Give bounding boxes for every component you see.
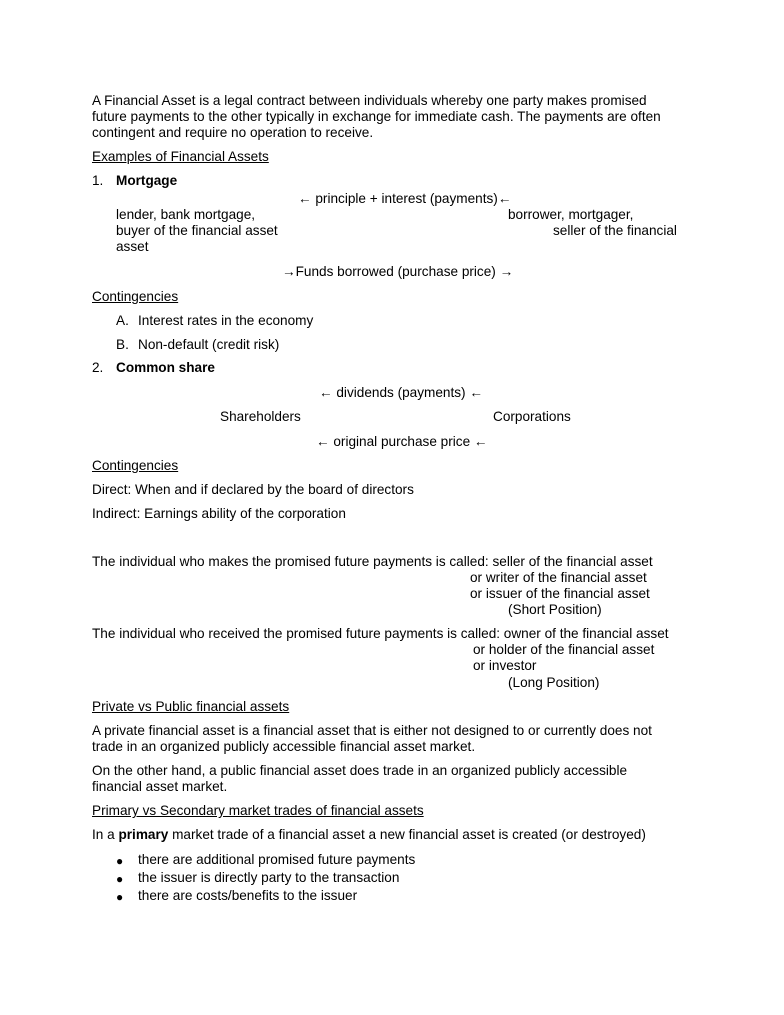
mortgage-number: 1. (92, 173, 104, 188)
primary-intro-post: market trade of a financial asset a new financial asset is created (or destroyed) (168, 827, 646, 842)
bullet-item-3: there are costs/benefits to the issuer (138, 888, 358, 903)
owner-line-3: or investor (473, 658, 537, 673)
primary-intro-pre: In a (92, 827, 119, 842)
seller-line-3: or issuer of the financial asset (470, 586, 650, 601)
bullet-icon: ● (116, 890, 124, 904)
long-position-label: (Long Position) (508, 675, 600, 690)
mortgage-payments-arrow: ← principle + interest (payments)← (298, 191, 512, 206)
seller-line-1: The individual who makes the promised future payments is called: seller of the financial asset (92, 554, 653, 569)
contingency-b-text: Non-default (credit risk) (138, 337, 280, 352)
mortgage-title: Mortgage (116, 173, 178, 188)
mortgage-right-line-2: seller of the financial (553, 223, 677, 238)
intro-line-2: future payments to the other typically in exchange for immediate cash. The payments are often (92, 109, 661, 124)
private-para-line-1: A private financial asset is a financial asset that is either not designed to or currently does not (92, 723, 652, 738)
contingency-direct: Direct: When and if declared by the board of directors (92, 482, 414, 497)
public-para-line-1: On the other hand, a public financial asset does trade in an organized publicly accessible (92, 763, 628, 778)
owner-line-2: or holder of the financial asset (473, 642, 655, 657)
bullet-icon: ● (116, 872, 124, 886)
private-public-heading: Private vs Public financial assets (92, 699, 290, 714)
mortgage-left-line-2: buyer of the financial asset (116, 223, 278, 238)
common-share-number: 2. (92, 360, 104, 375)
mortgage-funds-arrow: →Funds borrowed (purchase price) → (282, 264, 514, 279)
purchase-price-arrow: ← original purchase price ← (316, 434, 488, 449)
primary-intro (92, 827, 646, 843)
private-para-line-2: trade in an organized publicly accessible financial asset market. (92, 739, 476, 754)
owner-line-1: The individual who received the promised future payments is called: owner of the financial asset (92, 626, 669, 641)
primary-intro-bold: primary (118, 827, 169, 842)
contingencies-heading-2: Contingencies (92, 458, 179, 473)
contingency-indirect: Indirect: Earnings ability of the corporation (92, 506, 346, 521)
contingency-a-text: Interest rates in the economy (138, 313, 314, 328)
intro-line-1: A Financial Asset is a legal contract between individuals whereby one party makes promised (92, 93, 647, 108)
bullet-icon: ● (116, 854, 124, 868)
shareholders-label: Shareholders (220, 409, 301, 424)
mortgage-right-line-1: borrower, mortgager, (508, 207, 634, 222)
contingency-b-marker: B. (116, 337, 129, 352)
contingency-a-marker: A. (116, 313, 129, 328)
dividends-arrow: ← dividends (payments) ← (319, 385, 483, 400)
bullet-item-1: there are additional promised future payments (138, 852, 416, 867)
primary-secondary-heading: Primary vs Secondary market trades of financial assets (92, 803, 424, 818)
corporations-label: Corporations (493, 409, 571, 424)
seller-line-2: or writer of the financial asset (470, 570, 647, 585)
short-position-label: (Short Position) (508, 602, 602, 617)
public-para-line-2: financial asset market. (92, 779, 228, 794)
intro-line-3: contingent and require no operation to receive. (92, 125, 374, 140)
bullet-item-2: the issuer is directly party to the transaction (138, 870, 400, 885)
mortgage-left-line-3: asset (116, 239, 149, 254)
contingencies-heading-1: Contingencies (92, 289, 179, 304)
mortgage-left-line-1: lender, bank mortgage, (116, 207, 256, 222)
examples-heading: Examples of Financial Assets (92, 149, 269, 164)
common-share-title: Common share (116, 360, 215, 375)
